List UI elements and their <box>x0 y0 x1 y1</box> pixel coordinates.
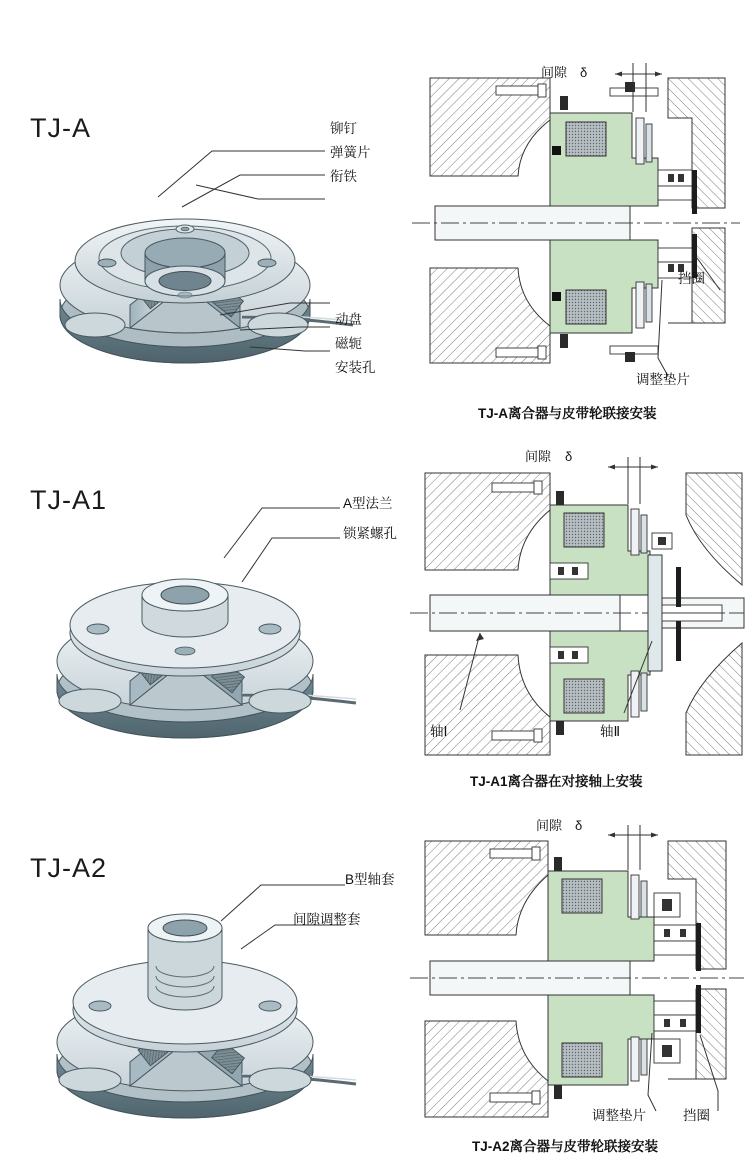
label-spring-plate: 弹簧片 <box>330 145 371 160</box>
assembly-drawing-tj-a2 <box>400 823 745 1133</box>
model-title-tj-a1: TJ-A1 <box>30 485 108 515</box>
label-armature: 衔铁 <box>330 169 357 184</box>
label-adjusting-shim-tj-a2: 调整垫片 <box>592 1108 646 1123</box>
model-title-tj-a: TJ-A <box>30 113 91 143</box>
label-gap-tj-a: 间隙 <box>541 65 568 80</box>
caption-tj-a1: TJ-A1离合器在对接轴上安装 <box>470 774 643 789</box>
caption-tj-a2: TJ-A2离合器与皮带轮联接安装 <box>472 1139 659 1154</box>
leaders-tj-a <box>140 115 360 395</box>
label-adjusting-shim-tj-a: 调整垫片 <box>636 372 690 387</box>
label-gap-symbol-tj-a1: δ <box>565 449 573 464</box>
assembly-drawing-tj-a1 <box>400 455 745 765</box>
label-gap-tj-a1: 间隙 <box>525 449 552 464</box>
label-mounting-hole: 安装孔 <box>335 360 376 375</box>
section-tj-a2 <box>0 805 749 1165</box>
label-gap-symbol-tj-a: δ <box>580 65 588 80</box>
label-gap-adjusting-sleeve: 间隙调整套 <box>293 912 361 927</box>
label-retaining-ring-tj-a: 挡圈 <box>678 271 705 286</box>
label-shaft-1: 轴Ⅰ <box>430 724 448 739</box>
assembly-drawing-tj-a <box>400 58 745 388</box>
caption-tj-a: TJ-A离合器与皮带轮联接安装 <box>478 406 657 421</box>
section-tj-a1 <box>0 430 749 805</box>
section-tj-a <box>0 0 749 430</box>
label-b-type-bushing: B型轴套 <box>345 872 395 887</box>
label-rivet: 铆钉 <box>330 121 357 136</box>
label-moving-plate: 动盘 <box>335 312 362 327</box>
model-title-tj-a2: TJ-A2 <box>30 853 108 883</box>
label-a-type-flange: A型法兰 <box>343 496 393 511</box>
label-retaining-ring-tj-a2: 挡圈 <box>683 1108 710 1123</box>
label-magnet-yoke: 磁轭 <box>335 336 362 351</box>
label-gap-tj-a2: 间隙 <box>536 818 563 833</box>
label-shaft-2: 轴Ⅱ <box>600 724 621 739</box>
label-gap-symbol-tj-a2: δ <box>575 818 583 833</box>
label-locking-screw-hole: 锁紧螺孔 <box>343 526 397 541</box>
